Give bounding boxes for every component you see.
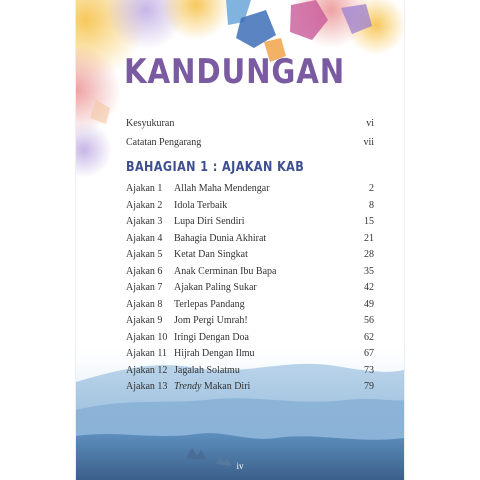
toc-entry-title: Iringi Dengan Doa	[174, 331, 249, 343]
toc-entry-title-rest: Makan Diri	[201, 381, 251, 392]
toc-entry-title: Anak Cerminan Ibu Bapa	[174, 265, 277, 277]
toc-entry-title: Allah Maha Mendengar	[174, 183, 270, 194]
toc-entry	[126, 198, 374, 215]
toc-entry-page: 62	[364, 331, 374, 343]
toc-entry	[126, 181, 374, 198]
front-matter-row	[126, 114, 374, 133]
toc-entry-label: Ajakan 2	[126, 199, 163, 211]
front-matter-page: vii	[363, 137, 374, 148]
page-number: iv	[236, 461, 244, 471]
toc-entry	[126, 297, 374, 314]
toc-entry	[126, 247, 374, 264]
toc-entry-page: 42	[364, 282, 374, 293]
toc-entry-title: Jom Pergi Umrah!	[174, 315, 248, 326]
toc-entry-label: Ajakan 13	[126, 381, 168, 392]
page-title: KANDUNGAN	[124, 52, 346, 92]
toc-entry-page: 2	[369, 183, 374, 194]
toc-entry-label: Ajakan 3	[126, 216, 163, 227]
toc-entry-title: Ajakan Paling Sukar	[174, 282, 257, 293]
front-matter-title: Kesyukuran	[126, 118, 175, 129]
toc-entry	[126, 363, 374, 380]
toc-entry	[126, 214, 374, 231]
toc-entry-label: Ajakan 4	[126, 232, 163, 244]
book-page	[76, 0, 404, 480]
toc-entry-label: Ajakan 7	[126, 282, 163, 293]
toc-entry	[126, 330, 374, 347]
toc-entry-title: Jagalah Solatmu	[174, 364, 240, 376]
toc-entry-page: 21	[364, 232, 374, 244]
toc-entry-label: Ajakan 1	[126, 183, 163, 194]
toc-entry-title: Idola Terbaik	[174, 199, 228, 211]
toc-entry-label: Ajakan 8	[126, 298, 163, 310]
toc-entry-label: Ajakan 9	[126, 315, 163, 326]
toc-entry-page: 79	[364, 381, 374, 392]
toc-entry-page: 15	[364, 216, 374, 227]
toc-entry-page: 73	[364, 364, 374, 376]
toc-entry-title	[174, 379, 250, 396]
toc-entry-label: Ajakan 6	[126, 265, 163, 277]
toc-entry-title: Lupa Diri Sendiri	[174, 216, 245, 227]
toc-entry	[126, 379, 374, 396]
toc-entry	[126, 346, 374, 363]
toc-entry	[126, 231, 374, 248]
toc-entry	[126, 313, 374, 330]
toc-entry-label: Ajakan 11	[126, 348, 168, 359]
toc-entry-label: Ajakan 10	[126, 331, 168, 343]
toc-list	[126, 181, 374, 396]
toc-entry	[126, 264, 374, 281]
toc-entry-title: Hijrah Dengan Ilmu	[174, 348, 255, 359]
toc-entry-title-italic: Trendy	[174, 381, 202, 392]
toc-entry-title: Bahagia Dunia Akhirat	[174, 232, 267, 244]
front-matter-row	[126, 133, 374, 152]
toc-entry	[126, 280, 374, 297]
toc-entry-page: 56	[364, 315, 374, 326]
toc-entry-page: 35	[364, 265, 374, 277]
toc-entry-page: 49	[364, 298, 374, 310]
toc-entry-page: 8	[369, 199, 374, 211]
toc-entry-label: Ajakan 5	[126, 249, 163, 260]
toc-entry-page: 28	[364, 249, 374, 260]
front-matter-page: vi	[366, 118, 374, 129]
front-matter-title: Catatan Pengarang	[126, 137, 202, 148]
toc-entry-title: Terlepas Pandang	[174, 298, 245, 310]
toc-entry-page: 67	[364, 348, 374, 359]
front-matter-list	[126, 114, 374, 152]
section-heading: BAHAGIAN 1 : AJAKAN KAB	[126, 160, 305, 175]
toc-entry-title: Ketat Dan Singkat	[174, 249, 248, 260]
toc-entry-label: Ajakan 12	[126, 364, 168, 376]
